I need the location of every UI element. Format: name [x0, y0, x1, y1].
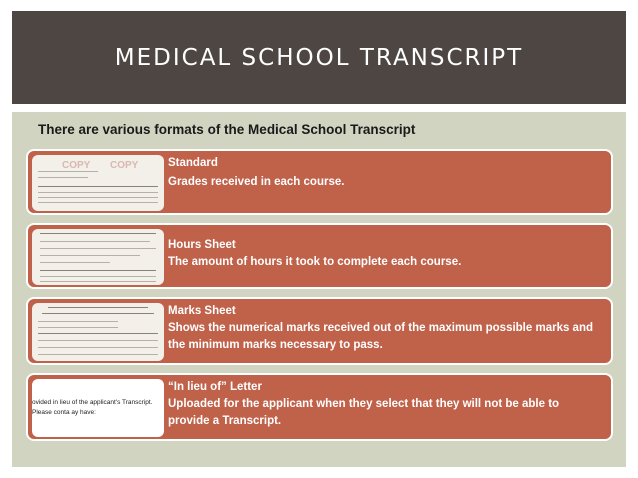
card-text — [168, 379, 603, 430]
content-panel — [12, 112, 626, 467]
card-body: The amount of hours it took to complete each course. — [168, 256, 462, 268]
thumbnail-line — [40, 270, 156, 271]
card-marks-sheet — [26, 297, 613, 365]
thumbnail-line — [38, 171, 98, 172]
card-body: Shows the numerical marks received out of the maximum possible marks and the minimum marks necessary to pass. — [168, 322, 594, 351]
card-body: Uploaded for the applicant when they select that they will not be able to provide a Transcript. — [168, 398, 560, 427]
thumbnail-line — [38, 333, 158, 334]
thumbnail-line — [38, 340, 158, 341]
title-bar — [12, 11, 626, 104]
thumbnail-line — [40, 276, 156, 277]
card-body: Grades received in each course. — [168, 176, 345, 188]
card-heading: Standard — [168, 157, 218, 169]
marks-sheet-thumbnail — [32, 303, 164, 361]
in-lieu-letter-thumbnail — [32, 379, 164, 437]
card-text — [168, 303, 603, 354]
copy-stamp: COPY — [110, 160, 139, 171]
letter-excerpt: ovided in lieu of the applicant's Transcript. Please conta ay have: — [32, 399, 153, 416]
thumbnail-line — [42, 313, 154, 314]
card-standard — [26, 149, 613, 215]
card-in-lieu-letter — [26, 373, 613, 441]
hours-sheet-thumbnail — [32, 229, 164, 285]
thumbnail-line — [40, 233, 156, 234]
thumbnail-line — [38, 321, 118, 322]
thumbnail-line — [38, 202, 158, 203]
thumbnail-line — [40, 281, 156, 282]
card-heading: Marks Sheet — [168, 305, 236, 317]
card-text — [168, 155, 603, 191]
thumbnail-line — [38, 192, 158, 193]
standard-transcript-thumbnail — [32, 155, 164, 211]
intro-text: There are various formats of the Medical School Transcript — [38, 122, 416, 137]
thumbnail-line — [40, 241, 150, 242]
thumbnail-line — [38, 186, 158, 187]
thumbnail-line — [38, 354, 158, 355]
thumbnail-line — [40, 262, 110, 263]
thumbnail-line — [40, 248, 156, 249]
card-text — [168, 237, 603, 271]
card-hours-sheet — [26, 223, 613, 289]
slide-title: MEDICAL SCHOOL TRANSCRIPT — [114, 44, 524, 71]
thumbnail-line — [40, 255, 140, 256]
card-heading: “In lieu of” Letter — [168, 381, 262, 393]
copy-stamp: COPY — [62, 160, 91, 171]
thumbnail-line — [48, 307, 148, 308]
thumbnail-line — [38, 347, 158, 348]
thumbnail-line — [38, 177, 88, 178]
card-heading: Hours Sheet — [168, 239, 236, 251]
thumbnail-line — [38, 197, 158, 198]
thumbnail-line — [38, 327, 118, 328]
